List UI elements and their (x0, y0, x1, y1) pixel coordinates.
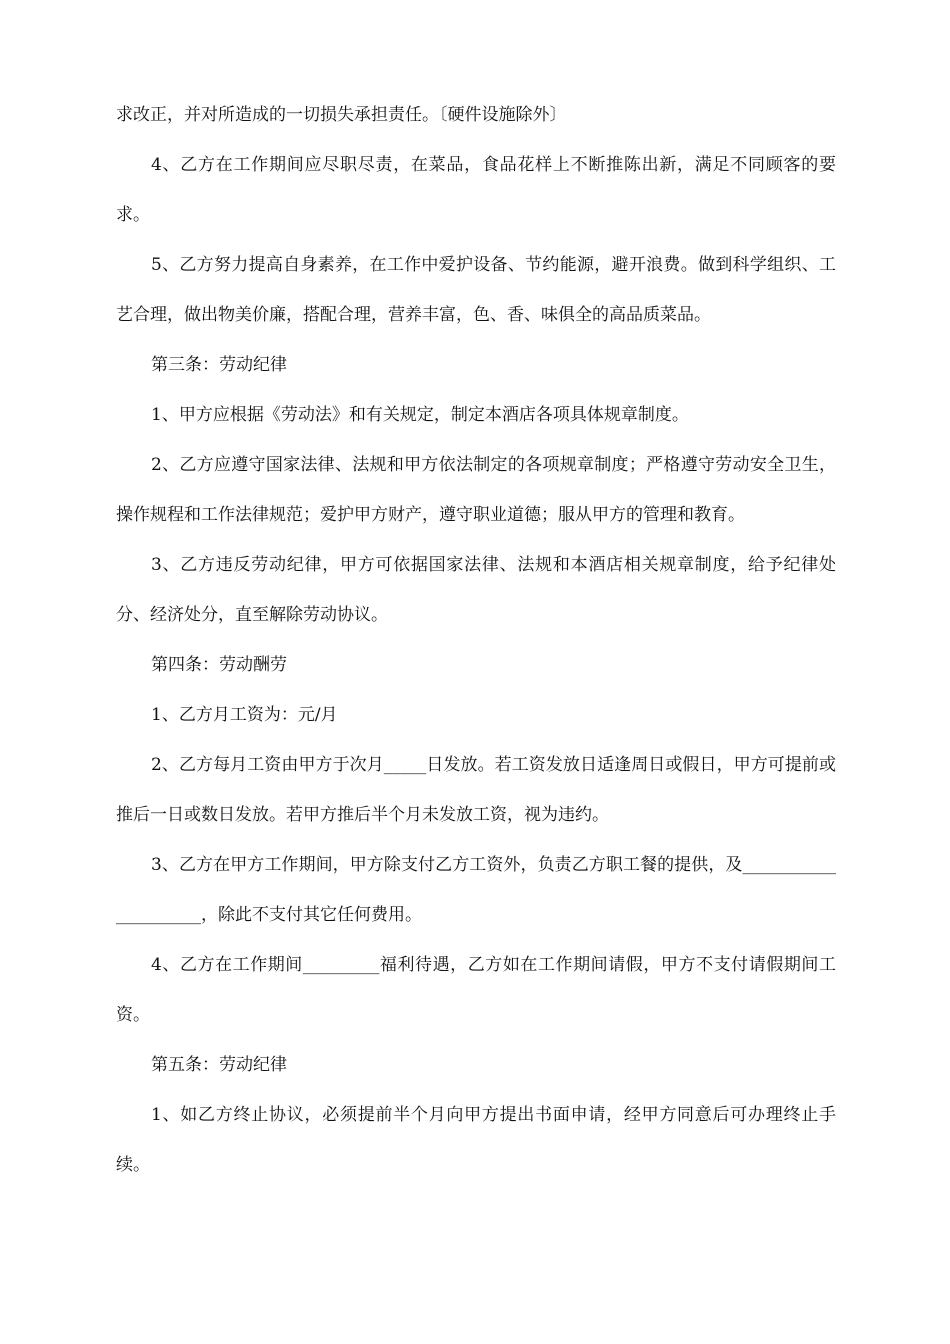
paragraph-article-3-item-3: 3、乙方违反劳动纪律，甲方可依据国家法律、法规和本酒店相关规章制度，给予纪律处分、经济处分，直至解除劳动协议。 (116, 555, 836, 625)
section-heading-article-4: 第四条：劳动酬劳 (151, 655, 287, 675)
paragraph-article-4-item-2: 2、乙方每月工资由甲方于次月_____日发放。若工资发放日适逢周日或假日，甲方可提前或推后一日或数日发放。若甲方推后半个月未发放工资，视为违约。 (116, 755, 836, 825)
document-page (116, 90, 836, 1190)
paragraph-article-5-item-1: 1、如乙方终止协议，必须提前半个月向甲方提出书面申请，经甲方同意后可办理终止手续。 (116, 1105, 836, 1175)
paragraph-continuation: 求改正，并对所造成的一切损失承担责任。〔硬件设施除外〕 (116, 105, 567, 125)
paragraph-item-5: 5、乙方努力提高自身素养，在工作中爱护设备、节约能源，避开浪费。做到科学组织、工艺合理，做出物美价廉，搭配合理，营养丰富，色、香、味俱全的高品质菜品。 (116, 255, 836, 325)
paragraph-article-4-item-3: 3、乙方在甲方工作期间，甲方除支付乙方工资外，负责乙方职工餐的提供，及_____________________，除此不支付其它任何费用。 (116, 855, 836, 925)
paragraph-article-4-item-4: 4、乙方在工作期间_________福利待遇，乙方如在工作期间请假，甲方不支付请假期间工资。 (116, 955, 836, 1025)
paragraph-article-4-item-1: 1、乙方月工资为：元/月 (151, 705, 338, 725)
paragraph-item-4: 4、乙方在工作期间应尽职尽责，在菜品，食品花样上不断推陈出新，满足不同顾客的要求。 (116, 155, 836, 225)
section-heading-article-3: 第三条：劳动纪律 (151, 355, 287, 375)
paragraph-article-3-item-2: 2、乙方应遵守国家法律、法规和甲方依法制定的各项规章制度；严格遵守劳动安全卫生，操作规程和工作法律规范；爱护甲方财产，遵守职业道德；服从甲方的管理和教育。 (116, 455, 836, 525)
paragraph-article-3-item-1: 1、甲方应根据《劳动法》和有关规定，制定本酒店各项具体规章制度。 (151, 405, 689, 425)
section-heading-article-5: 第五条：劳动纪律 (151, 1055, 287, 1075)
